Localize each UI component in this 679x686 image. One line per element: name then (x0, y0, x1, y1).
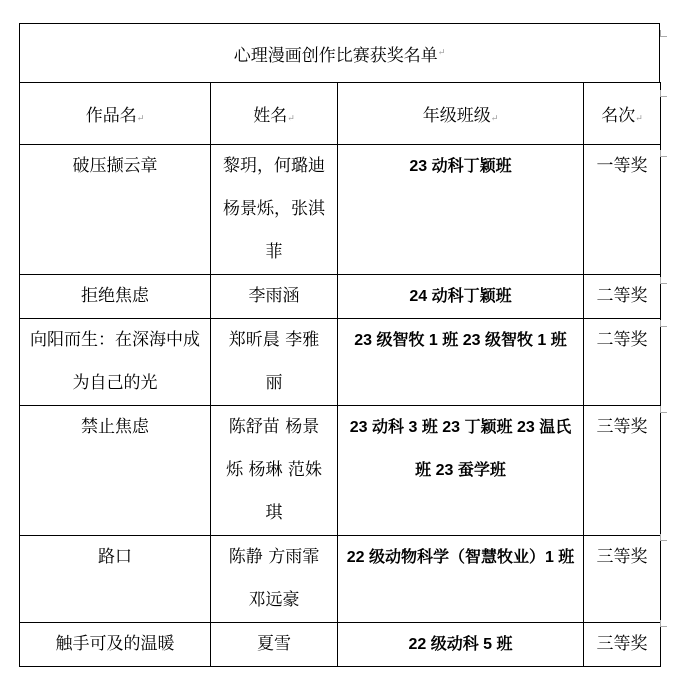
cell-class: 23 动科 3 班 23 丁颖班 23 温氏班 23 蚕学班 (338, 406, 584, 536)
cell-names: 夏雪 (211, 623, 338, 667)
cell-rank: 三等奖 (584, 536, 661, 623)
cell-names: 黎玥，何璐迪杨景烁，张淇菲 (211, 145, 338, 275)
cell-class: 23 动科丁颖班 (338, 145, 584, 275)
row-end-mark (660, 320, 667, 327)
row-end-mark (660, 406, 667, 413)
row-end-mark (660, 90, 667, 97)
table-row (20, 623, 661, 667)
table-row (20, 275, 661, 319)
cell-class: 22 级动物科学（智慧牧业）1 班 (338, 536, 584, 623)
cell-class: 22 级动科 5 班 (338, 623, 584, 667)
cell-class: 23 级智牧 1 班 23 级智牧 1 班 (338, 319, 584, 406)
cell-names: 郑昕晨 李雅丽 (211, 319, 338, 406)
cell-work: 拒绝焦虑 (20, 275, 211, 319)
cell-rank: 二等奖 (584, 319, 661, 406)
cell-names: 陈舒苗 杨景烁 杨琳 范姝琪 (211, 406, 338, 536)
row-end-mark (660, 150, 667, 157)
table-title: 心理漫画创作比赛获奖名单 ↵ (19, 23, 660, 83)
table-row (20, 406, 661, 536)
cell-rank: 三等奖 (584, 406, 661, 536)
cell-names: 陈静 方雨霏 邓远豪 (211, 536, 338, 623)
cell-work: 触手可及的温暖 (20, 623, 211, 667)
cell-rank: 二等奖 (584, 275, 661, 319)
row-end-mark (660, 30, 667, 37)
cell-work: 禁止焦虑 (20, 406, 211, 536)
cell-rank: 三等奖 (584, 623, 661, 667)
cell-work: 向阳而生：在深海中成为自己的光 (20, 319, 211, 406)
cell-class: 24 动科丁颖班 (338, 275, 584, 319)
awards-table (19, 23, 660, 657)
awards-grid (19, 82, 661, 667)
cell-rank: 一等奖 (584, 145, 661, 275)
row-end-mark (660, 534, 667, 541)
table-row (20, 145, 661, 275)
header-name: 姓名↵ (211, 83, 338, 145)
header-work: 作品名↵ (20, 83, 211, 145)
table-row (20, 536, 661, 623)
cell-names: 李雨涵 (211, 275, 338, 319)
cell-work: 破压撷云章 (20, 145, 211, 275)
header-row (20, 83, 661, 145)
table-row (20, 319, 661, 406)
header-class: 年级班级↵ (338, 83, 584, 145)
cell-work: 路口 (20, 536, 211, 623)
row-end-mark (660, 277, 667, 284)
row-end-mark (660, 620, 667, 627)
header-rank: 名次↵ (584, 83, 661, 145)
title-text: 心理漫画创作比赛获奖名单 (233, 45, 438, 66)
